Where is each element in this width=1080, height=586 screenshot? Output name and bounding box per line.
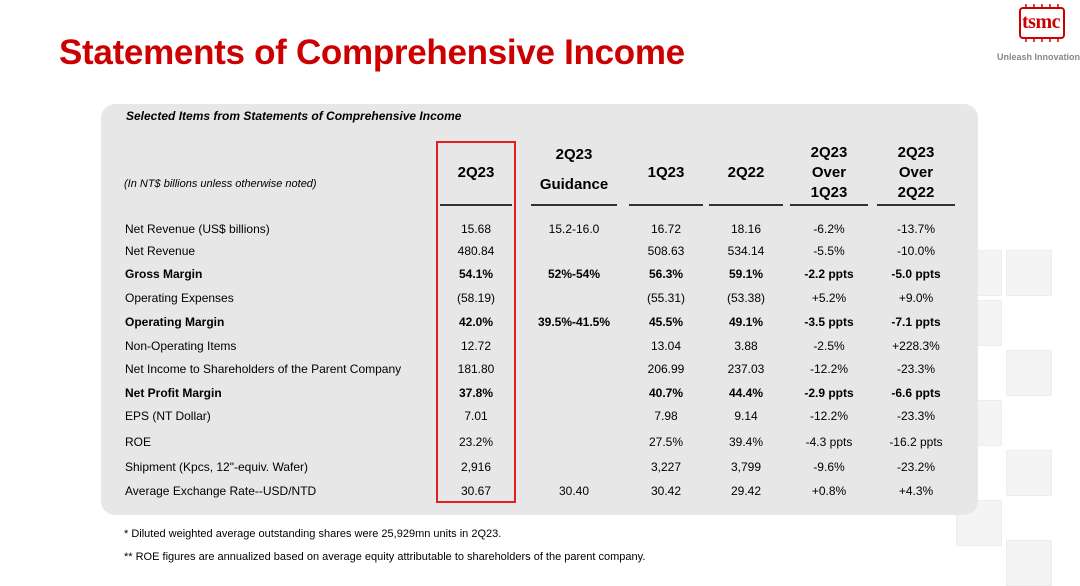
row-value: 3.88 (734, 339, 758, 353)
row-value: 12.72 (460, 339, 492, 353)
row-value: 3,227 (650, 460, 682, 474)
row-value: 39.5%-41.5% (537, 315, 611, 329)
column-header-4-line-0: 2Q23 (810, 144, 848, 161)
row-value: +228.3% (892, 339, 940, 353)
row-value: 7.01 (464, 409, 488, 423)
table-caption: Selected Items from Statements of Comprehensive Income (126, 109, 462, 123)
row-value: -2.9 ppts (804, 386, 854, 400)
logo-text: tsmc (1022, 11, 1060, 33)
row-value: 206.99 (647, 362, 685, 376)
row-value: 7.98 (654, 409, 678, 423)
tagline: Unleash Innovation (997, 52, 1080, 62)
row-value: -2.5% (813, 339, 845, 353)
row-value: 3,799 (730, 460, 762, 474)
column-header-1-line-1: Guidance (539, 176, 609, 193)
row-value: -23.3% (896, 409, 936, 423)
row-value: 15.68 (460, 222, 492, 236)
row-value: 56.3% (648, 267, 684, 281)
row-value: 44.4% (728, 386, 764, 400)
row-value: -23.2% (896, 460, 936, 474)
column-header-4-line-2: 1Q23 (810, 184, 848, 201)
row-label: Shipment (Kpcs, 12"-equiv. Wafer) (125, 460, 308, 474)
column-underline (877, 204, 955, 206)
row-value: 54.1% (458, 267, 494, 281)
row-value: -9.6% (813, 460, 845, 474)
page-title: Statements of Comprehensive Income (59, 33, 685, 72)
row-value: 237.03 (727, 362, 765, 376)
current-quarter-highlight (436, 141, 516, 503)
row-value: +5.2% (811, 291, 847, 305)
row-label: Net Revenue (125, 244, 196, 258)
row-value: (55.31) (646, 291, 686, 305)
row-label: Average Exchange Rate--USD/NTD (125, 484, 317, 498)
row-label: Operating Expenses (125, 291, 234, 305)
row-label: Gross Margin (125, 267, 203, 281)
row-value: -6.2% (813, 222, 845, 236)
row-label: Net Income to Shareholders of the Parent Company (125, 362, 402, 376)
row-value: -5.0 ppts (891, 267, 941, 281)
column-underline (709, 204, 783, 206)
row-value: -10.0% (896, 244, 936, 258)
row-value: 13.04 (650, 339, 682, 353)
row-label: ROE (125, 435, 152, 449)
column-header-3-line-0: 2Q22 (727, 164, 765, 181)
row-value: 480.84 (457, 244, 495, 258)
row-value: 16.72 (650, 222, 682, 236)
row-value: 2,916 (460, 460, 492, 474)
row-value: 18.16 (730, 222, 762, 236)
row-value: (53.38) (726, 291, 766, 305)
row-value: 9.14 (734, 409, 758, 423)
row-value: (58.19) (456, 291, 496, 305)
row-value: 42.0% (458, 315, 494, 329)
column-underline (629, 204, 703, 206)
row-value: -13.7% (896, 222, 936, 236)
company-logo (997, 4, 1080, 64)
row-value: 39.4% (728, 435, 764, 449)
row-value: +0.8% (811, 484, 847, 498)
row-value: 37.8% (458, 386, 494, 400)
row-value: -7.1 ppts (891, 315, 941, 329)
row-value: -5.5% (813, 244, 845, 258)
column-header-5-line-0: 2Q23 (897, 144, 935, 161)
row-label: Non-Operating Items (125, 339, 237, 353)
row-value: 45.5% (648, 315, 684, 329)
column-header-1-line-0: 2Q23 (555, 146, 593, 163)
row-label: Net Profit Margin (125, 386, 222, 400)
row-value: +4.3% (898, 484, 934, 498)
units-note: (In NT$ billions unless otherwise noted) (124, 178, 317, 190)
column-header-4-line-1: Over (811, 164, 847, 181)
footnote-eps: * Diluted weighted average outstanding shares were 25,929mn units in 2Q23. (124, 528, 502, 540)
row-value: 30.42 (650, 484, 682, 498)
row-value: -23.3% (896, 362, 936, 376)
row-value: 29.42 (730, 484, 762, 498)
row-value: 59.1% (728, 267, 764, 281)
footnote-roe: ** ROE figures are annualized based on average equity attributable to shareholders of the parent company. (124, 551, 646, 563)
row-value: -2.2 ppts (804, 267, 854, 281)
row-value: -16.2 ppts (889, 435, 943, 449)
row-value: 23.2% (458, 435, 494, 449)
row-value: 181.80 (457, 362, 495, 376)
row-value: 30.67 (460, 484, 492, 498)
row-value: 49.1% (728, 315, 764, 329)
row-value: +9.0% (898, 291, 934, 305)
column-header-5-line-1: Over (898, 164, 934, 181)
column-underline (790, 204, 868, 206)
column-header-0-line-0: 2Q23 (457, 164, 495, 181)
row-value: -4.3 ppts (805, 435, 853, 449)
row-value: 30.40 (558, 484, 590, 498)
row-value: -12.2% (809, 409, 849, 423)
column-header-2-line-0: 1Q23 (647, 164, 685, 181)
column-header-5-line-2: 2Q22 (897, 184, 935, 201)
row-value: -12.2% (809, 362, 849, 376)
row-value: 15.2-16.0 (548, 222, 600, 236)
row-value: 534.14 (727, 244, 765, 258)
row-label: Operating Margin (125, 315, 225, 329)
column-underline (531, 204, 617, 206)
row-value: 508.63 (647, 244, 685, 258)
row-value: -3.5 ppts (804, 315, 854, 329)
row-value: 40.7% (648, 386, 684, 400)
row-value: 27.5% (648, 435, 684, 449)
row-value: 52%-54% (547, 267, 601, 281)
row-label: Net Revenue (US$ billions) (125, 222, 270, 236)
row-value: -6.6 ppts (891, 386, 941, 400)
row-label: EPS (NT Dollar) (125, 409, 211, 423)
